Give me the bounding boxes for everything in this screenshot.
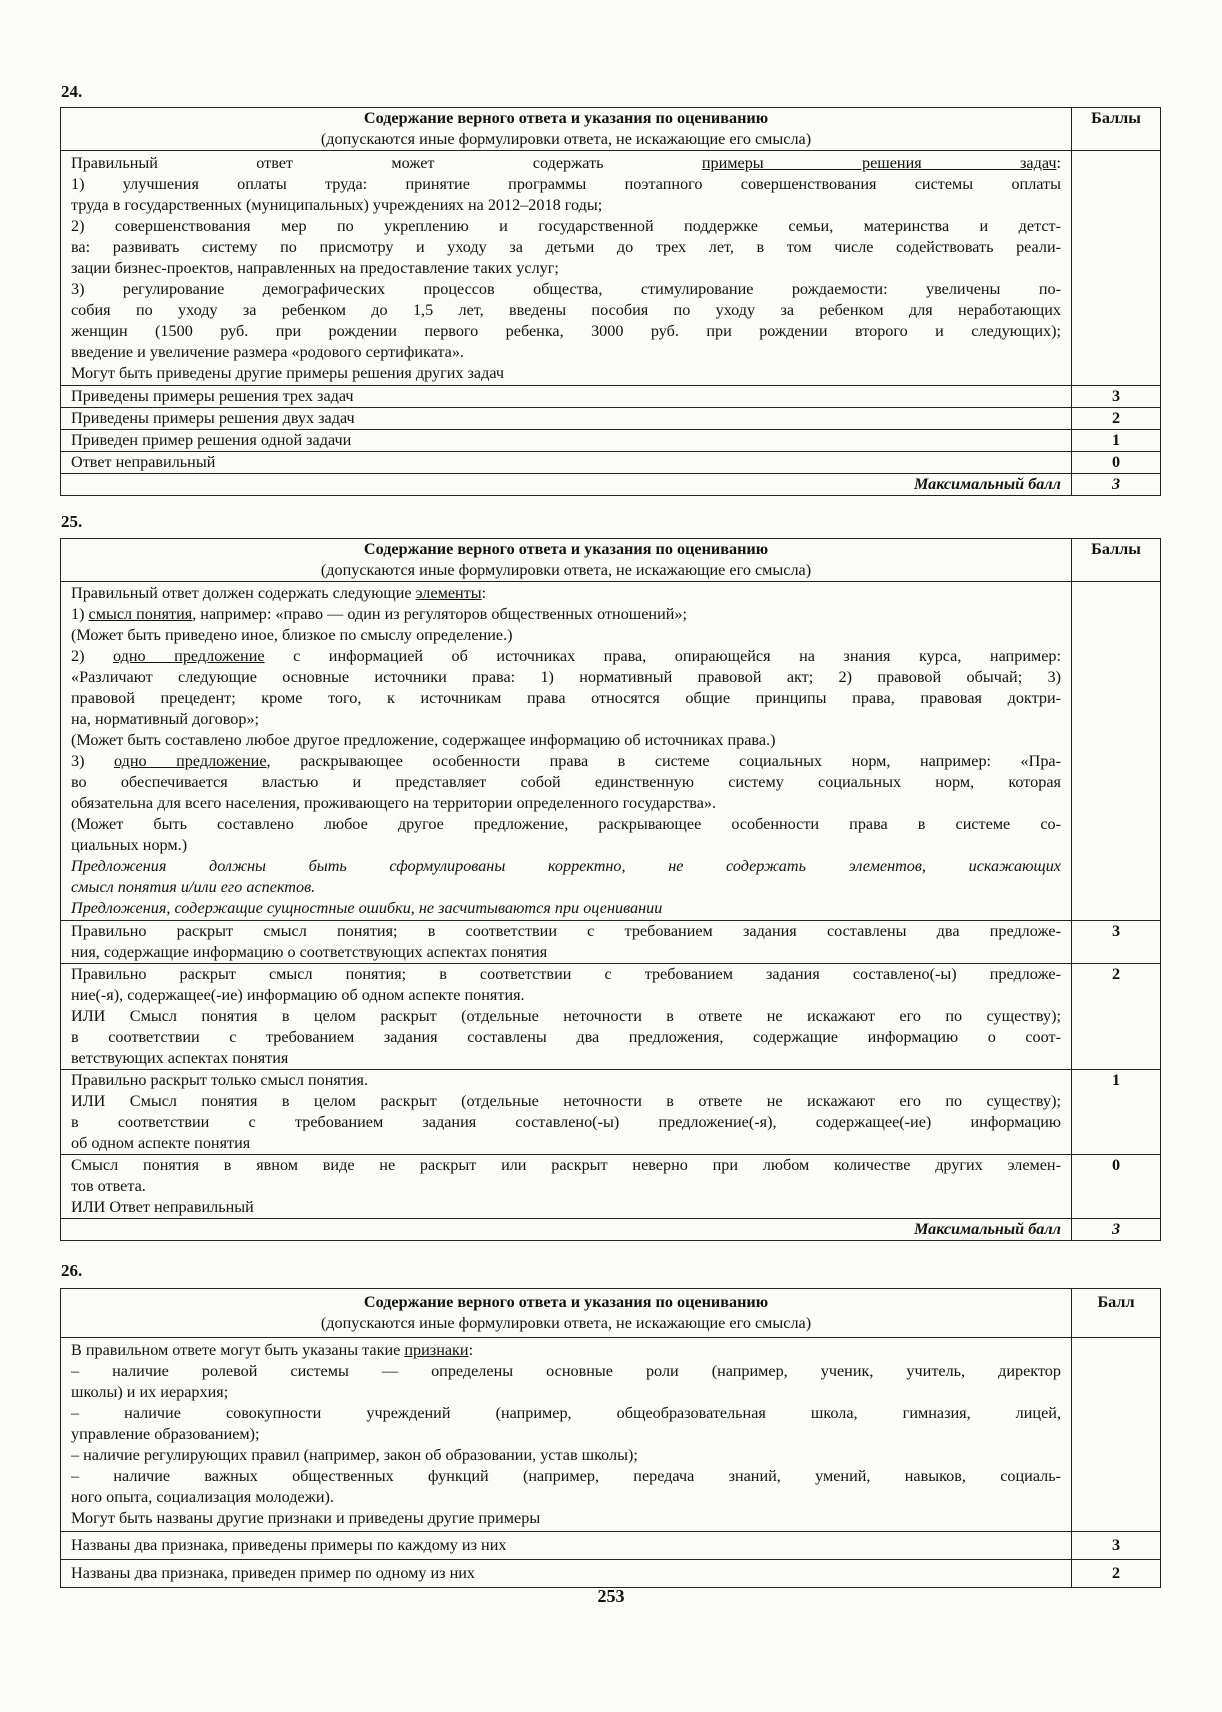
text-line: труда в государственных (муниципальных) учреждениях на 2012–2018 годы; [71, 196, 603, 214]
underlined-term: признаки [404, 1341, 469, 1359]
criterion-points: 1 [1072, 430, 1161, 452]
scoring-table-26 [60, 1288, 1161, 1588]
criterion-points: 0 [1072, 1155, 1161, 1219]
max-score-value: 3 [1072, 474, 1161, 496]
text-line: ного опыта, социализация молодежи). [71, 1488, 334, 1506]
text-fragment: , раскрывающее особенности права в системе социальных норм, например: «Пра- [266, 752, 1061, 770]
text-line: Могут быть приведены другие примеры решения других задач [71, 364, 504, 382]
text-fragment: 2) [71, 647, 114, 665]
criterion-points: 0 [1072, 452, 1161, 474]
text-line: управление образованием); [71, 1425, 260, 1443]
text-line: собия по уходу за ребенком до 1,5 лет, введены пособия по уходу за ребенком для неработающих [71, 301, 1061, 319]
criterion-text [61, 1155, 1072, 1219]
criterion-text: Приведены примеры решения двух задач [61, 408, 1072, 430]
answer-content-row [61, 151, 1161, 386]
text-fragment: : [1056, 154, 1061, 172]
text-line: правовой прецедент; кроме того, к источникам права относятся общие принципы права, правовая доктри- [71, 689, 1061, 707]
max-score-label: Максимальный балл [61, 1219, 1072, 1241]
text-fragment: Правильный ответ может содержать [71, 154, 702, 172]
text-line: смысл понятия и/или его аспектов. [71, 878, 316, 896]
content-header-note: (допускаются иные формулировки ответа, не искажающие его смысла) [320, 130, 812, 148]
underlined-term: смысл понятия [88, 605, 193, 623]
text-line: Правильно раскрыт смысл понятия; в соответствии с требованием задания составлено(-ы) предложе- [71, 965, 1061, 983]
text-fragment: с информацией об источниках права, опирающейся на знания курса, например: [264, 647, 1061, 665]
text-line: в соответствии с требованием задания составлено(-ы) предложение(-я), содержащее(-ие) информацию [71, 1113, 1061, 1131]
underlined-term: примеры решения задач [701, 154, 1057, 172]
text-line: введение и увеличение размера «родового сертификата». [71, 343, 464, 361]
criterion-text [61, 964, 1072, 1070]
criterion-points: 3 [1072, 386, 1161, 408]
answer-content [61, 151, 1072, 386]
max-score-value: 3 [1072, 1219, 1161, 1241]
criterion-row [61, 408, 1161, 430]
text-line: – наличие ролевой системы — определены основные роли (например, ученик, учитель, директор [71, 1362, 1061, 1380]
scoring-table-25 [60, 538, 1161, 1241]
content-header-note: (допускаются иные формулировки ответа, не искажающие его смысла) [320, 1314, 812, 1332]
text-line [71, 646, 1061, 667]
text-line [71, 751, 1061, 772]
criterion-text: Названы два признака, приведены примеры по каждому из них [61, 1532, 1072, 1560]
text-line: в соответствии с требованием задания составлены два предложения, содержащие информацию о соот- [71, 1028, 1061, 1046]
table-header-row [61, 539, 1161, 582]
text-line [71, 1340, 1061, 1361]
text-line: ветствующих аспектах понятия [71, 1049, 289, 1067]
text-fragment: 1) [71, 605, 89, 623]
scoring-table-24 [60, 107, 1161, 496]
text-fragment: : [468, 1341, 474, 1359]
text-line: Правильно раскрыт смысл понятия; в соответствии с требованием задания составлены два предложе- [71, 922, 1061, 940]
criterion-row [61, 452, 1161, 474]
criterion-text [61, 921, 1072, 964]
criterion-row [61, 386, 1161, 408]
criterion-row [61, 1560, 1161, 1588]
text-line: (Может быть составлено любое другое предложение, содержащее информацию об источниках права.) [71, 731, 776, 749]
criterion-row [61, 1155, 1161, 1219]
text-line: обязательна для всего населения, проживающего на территории определенного государства». [71, 794, 717, 812]
text-fragment: : [481, 584, 487, 602]
text-line: зации бизнес-проектов, направленных на предоставление таких услуг; [71, 259, 559, 277]
content-header-title: Содержание верного ответа и указания по оцениванию [363, 540, 769, 558]
criterion-text: Приведен пример решения одной задачи [61, 430, 1072, 452]
question-number-26: 26. [61, 1261, 83, 1280]
text-line [71, 604, 1061, 625]
text-fragment: 3) [71, 752, 114, 770]
table-header-row [61, 108, 1161, 151]
text-line: Предложения, содержащие сущностные ошибки, не засчитываются при оценивании [71, 899, 663, 917]
criterion-text: Ответ неправильный [61, 452, 1072, 474]
criterion-points: 3 [1072, 921, 1161, 964]
criterion-points: 1 [1072, 1070, 1161, 1155]
text-line: тов ответа. [71, 1177, 146, 1195]
score-header: Баллы [1072, 108, 1161, 151]
underlined-term: элементы [415, 584, 482, 602]
max-score-row [61, 1219, 1161, 1241]
text-line: об одном аспекте понятия [71, 1134, 251, 1152]
text-fragment: В правильном ответе могут быть указаны такие [71, 1341, 405, 1359]
criterion-points: 3 [1072, 1532, 1161, 1560]
answer-content-row [61, 582, 1161, 921]
text-line: ния, содержащие информацию о соответствующих аспектах понятия [71, 943, 548, 961]
text-line [71, 153, 1061, 174]
content-header-title: Содержание верного ответа и указания по оцениванию [363, 109, 769, 127]
criterion-row [61, 921, 1161, 964]
text-line: Могут быть названы другие признаки и приведены другие примеры [71, 1509, 541, 1527]
text-line: (Может быть приведено иное, близкое по смыслу определение.) [71, 626, 513, 644]
text-line: циальных норм.) [71, 836, 188, 854]
text-line: Смысл понятия в явном виде не раскрыт или раскрыт неверно при любом количестве других элемен- [71, 1156, 1061, 1174]
empty-score-cell [1072, 1338, 1161, 1532]
criterion-row [61, 964, 1161, 1070]
underlined-term: одно предложение [113, 647, 265, 665]
text-line: 1) улучшения оплаты труда: принятие программы поэтапного совершенствования системы оплаты [71, 175, 1061, 193]
text-line: ва: развивать систему по присмотру и уходу за детьми до трех лет, в том числе содействовать реали- [71, 238, 1061, 256]
text-line: ние(-я), содержащее(-ие) информацию об одном аспекте понятия. [71, 986, 525, 1004]
score-header: Баллы [1072, 539, 1161, 582]
criterion-text: Названы два признака, приведен пример по одному из них [61, 1560, 1072, 1588]
page-number: 253 [597, 1586, 625, 1606]
text-line: ИЛИ Смысл понятия в целом раскрыт (отдельные неточности в ответе не искажают его по существу); [71, 1007, 1061, 1025]
text-line: – наличие совокупности учреждений (например, общеобразовательная школа, гимназия, лицей, [71, 1404, 1061, 1422]
table-header-row [61, 1289, 1161, 1338]
content-header-note: (допускаются иные формулировки ответа, не искажающие его смысла) [320, 561, 812, 579]
answer-content [61, 1338, 1072, 1532]
text-line: Правильно раскрыт только смысл понятия. [71, 1071, 369, 1089]
empty-score-cell [1072, 151, 1161, 386]
answer-content-row [61, 1338, 1161, 1532]
max-score-row [61, 474, 1161, 496]
text-line: во обеспечивается властью и представляет собой единственную систему социальных норм, которая [71, 773, 1061, 791]
text-line: «Различают следующие основные источники права: 1) нормативный правовой акт; 2) правовой обычай; 3) [71, 668, 1061, 686]
criterion-text [61, 1070, 1072, 1155]
question-number-25: 25. [61, 512, 83, 531]
answer-content [61, 582, 1072, 921]
criterion-row [61, 1070, 1161, 1155]
text-fragment: Правильный ответ должен содержать следующие [71, 584, 416, 602]
content-header [61, 1289, 1072, 1338]
criterion-points: 2 [1072, 1560, 1161, 1588]
text-line: Предложения должны быть сформулированы корректно, не содержать элементов, искажающих [71, 857, 1061, 875]
score-header: Балл [1072, 1289, 1161, 1338]
text-fragment: , например: «право — один из регуляторов общественных отношений»; [192, 605, 688, 623]
text-line: женщин (1500 руб. при рождении первого ребенка, 3000 руб. при рождении второго и следующих); [71, 322, 1061, 340]
criterion-text: Приведены примеры решения трех задач [61, 386, 1072, 408]
text-line: (Может быть составлено любое другое предложение, раскрывающее особенности права в системе со- [71, 815, 1061, 833]
content-header [61, 108, 1072, 151]
text-line: ИЛИ Смысл понятия в целом раскрыт (отдельные неточности в ответе не искажают его по существу); [71, 1092, 1061, 1110]
content-header-title: Содержание верного ответа и указания по оцениванию [363, 1293, 769, 1311]
text-line: – наличие регулирующих правил (например, закон об образовании, устав школы); [71, 1446, 638, 1464]
criterion-row [61, 430, 1161, 452]
text-line [71, 583, 1061, 604]
text-line: 3) регулирование демографических процессов общества, стимулирование рождаемости: увеличены по- [71, 280, 1061, 298]
question-number-24: 24. [61, 82, 83, 101]
text-line: – наличие важных общественных функций (например, передача знаний, умений, навыков, социаль- [71, 1467, 1061, 1485]
criterion-row [61, 1532, 1161, 1560]
max-score-label: Максимальный балл [61, 474, 1072, 496]
text-line: 2) совершенствования мер по укреплению и государственной поддержке семьи, материнства и детст- [71, 217, 1061, 235]
text-line: на, нормативный договор»; [71, 710, 260, 728]
criterion-points: 2 [1072, 964, 1161, 1070]
content-header [61, 539, 1072, 582]
underlined-term: одно предложение [113, 752, 267, 770]
text-line: школы) и их иерархия; [71, 1383, 229, 1401]
criterion-points: 2 [1072, 408, 1161, 430]
empty-score-cell [1072, 582, 1161, 921]
text-line: ИЛИ Ответ неправильный [71, 1198, 254, 1216]
